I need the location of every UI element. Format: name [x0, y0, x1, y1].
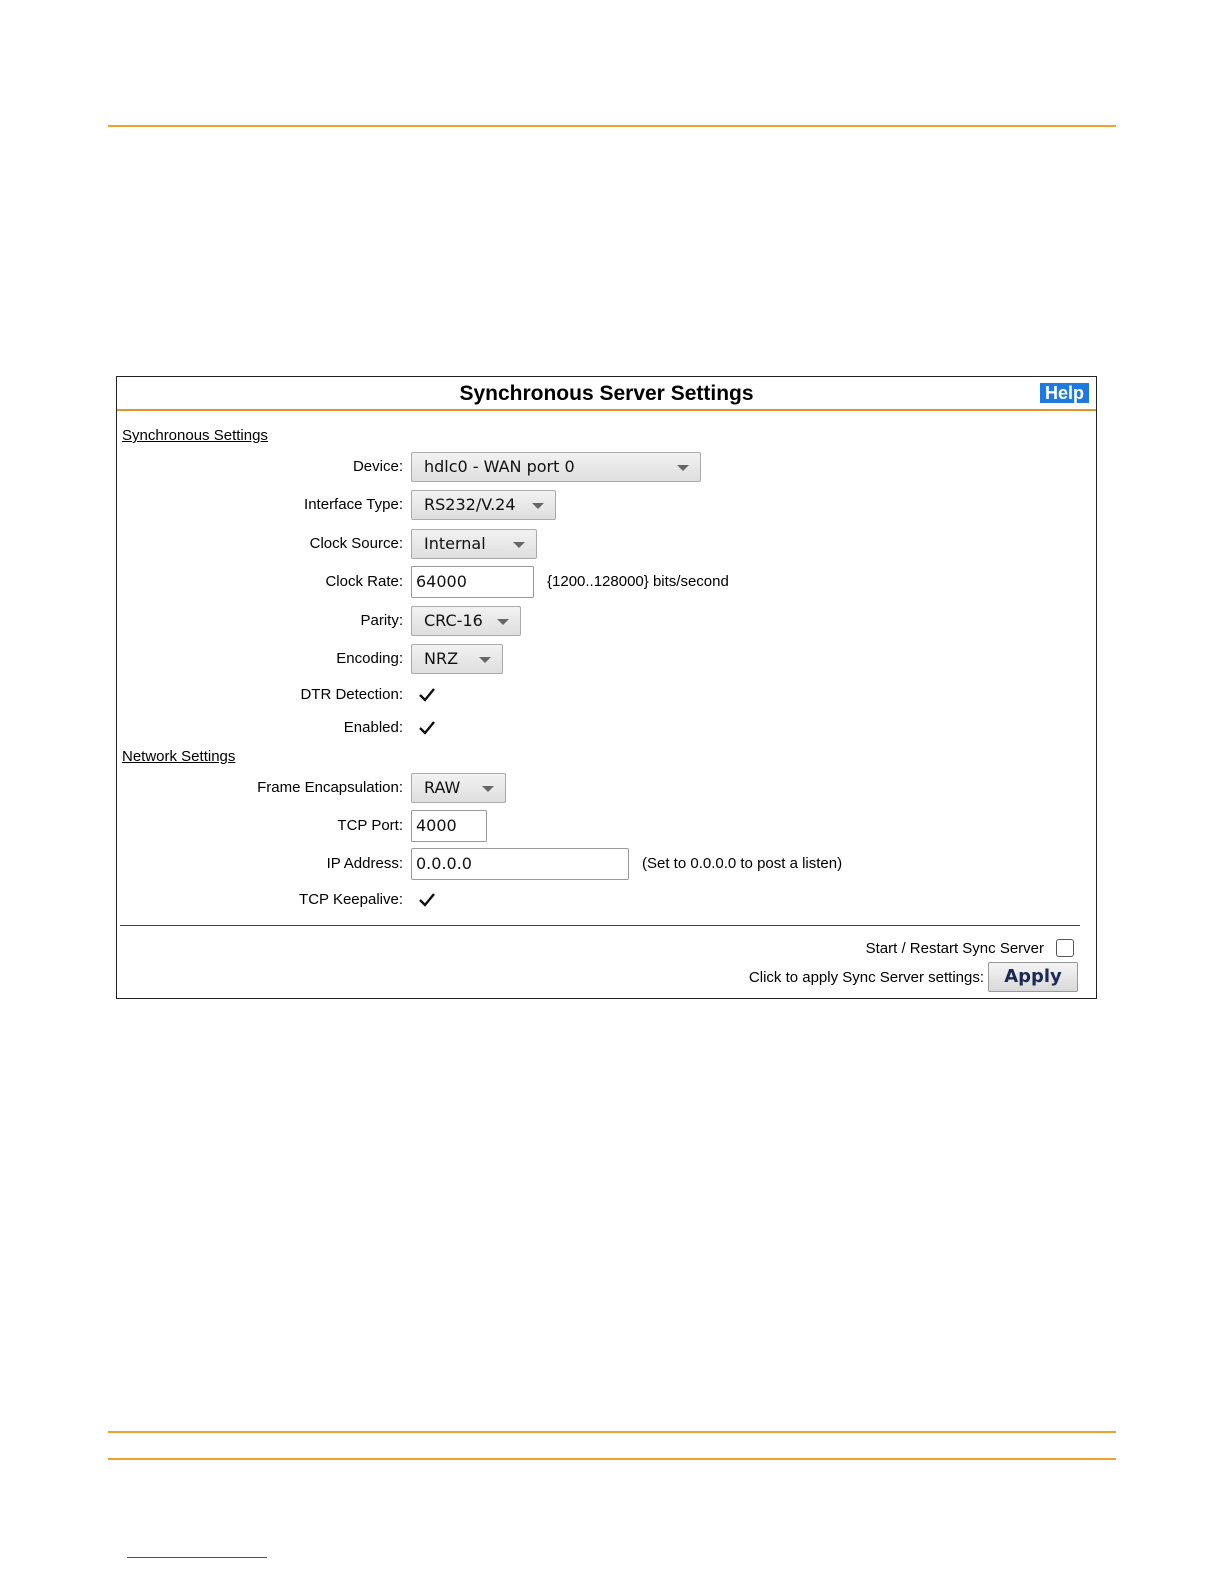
footer-rule-lower [108, 1458, 1116, 1460]
restart-label: Start / Restart Sync Server [865, 939, 1044, 957]
interface-type-value: RS232/V.24 [424, 495, 516, 514]
parity-value: CRC-16 [424, 611, 483, 630]
apply-button[interactable]: Apply [988, 962, 1078, 992]
ip-address-label: IP Address: [326, 855, 403, 872]
tcp-keepalive-row [117, 884, 1096, 916]
clock-source-select[interactable] [411, 529, 537, 559]
help-button[interactable]: Help [1040, 383, 1089, 403]
chevron-down-icon [677, 465, 689, 471]
clock-source-value: Internal [424, 534, 486, 553]
device-value: hdlc0 - WAN port 0 [424, 457, 575, 476]
ip-address-row [117, 848, 1096, 880]
checkmark-icon [417, 890, 437, 910]
dtr-detection-row [117, 679, 1096, 711]
enabled-checkbox[interactable] [417, 718, 437, 738]
sync-settings-heading: Synchronous Settings [122, 427, 268, 444]
tcp-port-label: TCP Port: [337, 817, 403, 834]
interface-type-select[interactable] [411, 490, 556, 520]
header-rule [108, 125, 1116, 127]
panel-title: Synchronous Server Settings [459, 382, 754, 405]
parity-select[interactable] [411, 606, 521, 636]
tcp-keepalive-label: TCP Keepalive: [299, 891, 403, 908]
chevron-down-icon [513, 542, 525, 548]
restart-checkbox[interactable] [1056, 939, 1074, 957]
enabled-row [117, 712, 1096, 744]
chevron-down-icon [479, 657, 491, 663]
encoding-row [117, 643, 1096, 675]
tcp-port-input[interactable]: 4000 [411, 810, 487, 842]
clock-rate-input[interactable]: 64000 [411, 566, 534, 598]
network-settings-heading: Network Settings [122, 748, 236, 765]
encoding-label: Encoding: [336, 650, 403, 667]
footnote-separator [127, 1557, 267, 1558]
device-select[interactable] [411, 452, 701, 482]
frame-encapsulation-select[interactable] [411, 773, 506, 803]
clock-rate-hint: {1200..128000} bits/second [547, 573, 729, 590]
tcp-keepalive-checkbox[interactable] [417, 890, 437, 910]
clock-source-label: Clock Source: [309, 535, 403, 552]
chevron-down-icon [482, 786, 494, 792]
checkmark-icon [417, 685, 437, 705]
device-label: Device: [352, 458, 403, 475]
chevron-down-icon [532, 503, 544, 509]
apply-row [749, 962, 1078, 992]
parity-row [117, 605, 1096, 637]
ip-address-hint: (Set to 0.0.0.0 to post a listen) [642, 855, 843, 872]
ip-address-input[interactable]: 0.0.0.0 [411, 848, 629, 880]
interface-type-label: Interface Type: [304, 496, 403, 513]
tcp-port-row [117, 810, 1096, 842]
footer-rule-upper [108, 1431, 1116, 1433]
restart-row [866, 939, 1074, 957]
clock-source-row [117, 528, 1096, 560]
encoding-select[interactable] [411, 644, 503, 674]
dtr-detection-label: DTR Detection: [300, 686, 403, 703]
sync-server-settings-panel [116, 376, 1097, 999]
frame-encapsulation-row [117, 772, 1096, 804]
enabled-label: Enabled: [343, 719, 403, 736]
dtr-detection-checkbox[interactable] [417, 685, 437, 705]
parity-label: Parity: [360, 612, 403, 629]
chevron-down-icon [497, 619, 509, 625]
footer-divider [120, 925, 1080, 926]
frame-encapsulation-value: RAW [424, 778, 461, 797]
interface-type-row [117, 489, 1096, 521]
clock-rate-row [117, 566, 1096, 598]
clock-rate-label: Clock Rate: [325, 573, 403, 590]
panel-header [117, 377, 1096, 411]
frame-encapsulation-label: Frame Encapsulation: [257, 779, 403, 796]
encoding-value: NRZ [424, 649, 459, 668]
checkmark-icon [417, 718, 437, 738]
device-row [117, 451, 1096, 483]
apply-prompt: Click to apply Sync Server settings: [748, 968, 984, 986]
